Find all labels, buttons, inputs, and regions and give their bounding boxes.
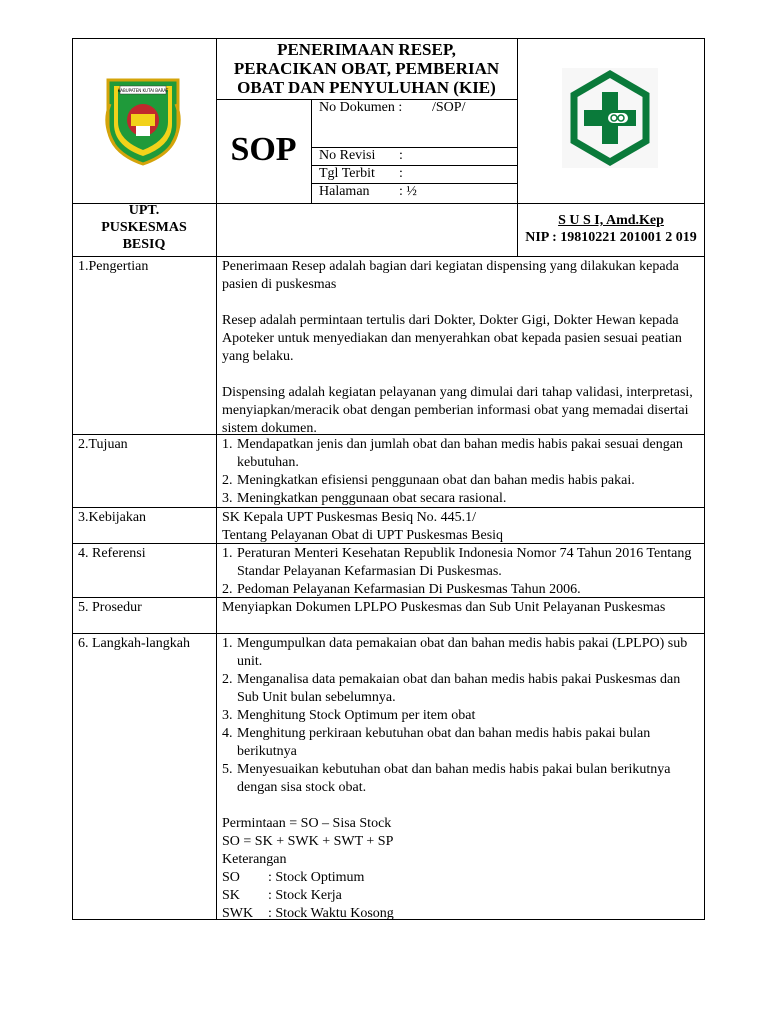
referensi-item-text: Peraturan Menteri Kesehatan Republik Indonesia Nomor 74 Tahun 2016 Tentang Standar Pelayanan Kefarmasian Di Puskesmas. [237,546,692,579]
section-content-kebijakan [222,509,702,545]
definition-term: SO [222,870,240,885]
definition-term: SK [222,888,240,903]
formula-permintaan: Permintaan = SO – Sisa Stock [222,816,392,831]
kebijakan-line-1: SK Kepala UPT Puskesmas Besiq No. 445.1/ [222,510,477,525]
revision-label: No Revisi [319,148,376,163]
section-content-langkah [222,635,702,923]
unit-name [72,202,216,253]
referensi-item-text: Pedoman Pelayanan Kefarmasian Di Puskesmas Tahun 2006. [237,582,581,597]
definition-row [222,869,702,887]
langkah-item-text: Menganalisa data pemakaian obat dan bahan medis habis pakai Puskesmas dan Sub Unit bulan sebelumnya. [237,672,681,705]
title-line-3: OBAT DAN PENYULUHAN (KIE) [237,78,496,97]
revision-sep: : [399,148,403,163]
sop-label: SOP [230,131,297,168]
section-content-referensi [222,545,702,599]
tujuan-item-text: Meningkatkan penggunaan obat secara rasional. [237,491,507,506]
pengertian-paragraph-1: Penerimaan Resep adalah bagian dari kegiatan dispensing yang dilakukan kepada pasien di puskesmas [222,259,679,292]
title-line-1: PENERIMAAN RESEP, [277,40,456,59]
langkah-item-text: Menghitung Stock Optimum per item obat [237,708,476,723]
unit-line-2: PUSKESMAS [101,220,187,235]
title-line-2: PERACIKAN OBAT, PEMBERIAN [233,59,500,78]
section-label-pengertian: 1.Pengertian [78,259,149,274]
doc-number-value: /SOP/ [432,100,466,115]
langkah-item: 5. Menyesuaikan kebutuhan obat dan bahan medis habis pakai bulan berikutnya dengan sisa stock obat. [222,762,671,795]
regional-emblem-logo [100,74,186,166]
page-value: : ½ [399,184,417,199]
col-divider-2 [311,99,312,203]
doc-number-label: No Dokumen : [319,100,403,115]
unit-line-3: BESIQ [122,237,166,252]
page-label: Halaman [319,184,370,199]
section-label-tujuan: 2.Tujuan [78,437,128,452]
sop-document [72,38,705,920]
langkah-item: 4. Menghitung perkiraan kebutuhan obat dan bahan medis habis pakai bulan berikutnya [222,726,651,759]
section-content-pengertian [222,258,702,438]
langkah-item-text: Menghitung perkiraan kebutuhan obat dan bahan medis habis pakai bulan berikutnya [237,726,651,759]
section-content-prosedur [222,599,702,617]
section-label-kebijakan: 3.Kebijakan [78,510,147,525]
tujuan-item-text: Mendapatkan jenis dan jumlah obat dan bahan medis habis pakai sesuai dengan kebutuhan. [237,437,683,470]
langkah-item-text: Menyesuaikan kebutuhan obat dan bahan medis habis pakai bulan berikutnya dengan sisa stock obat. [237,762,671,795]
langkah-item: 3. Menghitung Stock Optimum per item obat [222,708,476,723]
unit-line-1: UPT. [128,203,160,218]
border-right [704,38,705,920]
section-line-6 [72,633,705,634]
issue-date-label: Tgl Terbit [319,166,375,181]
formula-so: SO = SK + SWK + SWT + SP [222,834,394,849]
section-label-prosedur: 5. Prosedur [78,600,142,615]
prosedur-text: Menyiapkan Dokumen LPLPO Puskesmas dan Sub Unit Pelayanan Puskesmas [222,600,666,615]
border-left [72,38,73,920]
langkah-item: 2. Menganalisa data pemakaian obat dan bahan medis habis pakai Puskesmas dan Sub Unit bulan sebelumnya. [222,672,681,705]
referensi-item: 1. Peraturan Menteri Kesehatan Republik Indonesia Nomor 74 Tahun 2016 Tentang Standar Pelayanan Kefarmasian Di Puskesmas. [222,546,692,579]
puskesmas-logo [562,68,658,168]
pengertian-paragraph-2: Resep adalah permintaan tertulis dari Dokter, Dokter Gigi, Dokter Hewan kepada Apoteker untuk menyediakan dan menyerahkan obat kepada pasien sesuai peatian yang belaku. [222,313,682,364]
definition-row [222,905,702,923]
definition-desc: : Stock Waktu Kosong [268,906,394,921]
keterangan-heading: Keterangan [222,852,287,867]
emblem-banner-text: KABUPATEN KUTAI BARAT [117,88,169,93]
langkah-item-text: Mengumpulkan data pemakaian obat dan bahan medis habis pakai (LPLPO) sub unit. [237,636,688,669]
tujuan-item: 2. Meningkatkan efisiensi penggunaan obat dan bahan medis habis pakai. [222,473,635,488]
document-title [216,38,517,97]
issue-date-sep: : [399,166,403,181]
langkah-item: 1. Mengumpulkan data pemakaian obat dan bahan medis habis pakai (LPLPO) sub unit. [222,636,688,669]
tujuan-item: 1. Mendapatkan jenis dan jumlah obat dan bahan medis habis pakai sesuai dengan kebutuhan. [222,437,683,470]
tujuan-item: 3. Meningkatkan penggunaan obat secara rasional. [222,491,507,506]
definition-row [222,887,702,905]
section-label-referensi: 4. Referensi [78,546,146,561]
definition-term: SWK [222,906,254,921]
signer-nip: NIP : 19810221 201001 2 019 [525,230,697,245]
col-divider-1 [216,38,217,920]
pengertian-paragraph-3: Dispensing adalah kegiatan pelayanan yang dimulai dari tahap validasi, interpretasi, menyiapkan/meracik obat dengan pemberian informasi obat yang memadai disertai sistem dokumen. [222,385,693,436]
section-label-langkah: 6. Langkah-langkah [78,636,190,651]
kebijakan-line-2: Tentang Pelayanan Obat di UPT Puskesmas Besiq [222,528,504,543]
section-content-tujuan [222,436,702,508]
signer-name: S U S I, Amd.Kep [558,213,664,228]
sop-table [72,38,705,920]
definition-desc: : Stock Optimum [268,870,365,885]
section-line-1 [72,256,705,257]
definition-desc: : Stock Kerja [268,888,342,903]
referensi-item: 2. Pedoman Pelayanan Kefarmasian Di Puskesmas Tahun 2006. [222,582,581,597]
signer-block [517,212,705,246]
tujuan-item-text: Meningkatkan efisiensi penggunaan obat dan bahan medis habis pakai. [237,473,635,488]
